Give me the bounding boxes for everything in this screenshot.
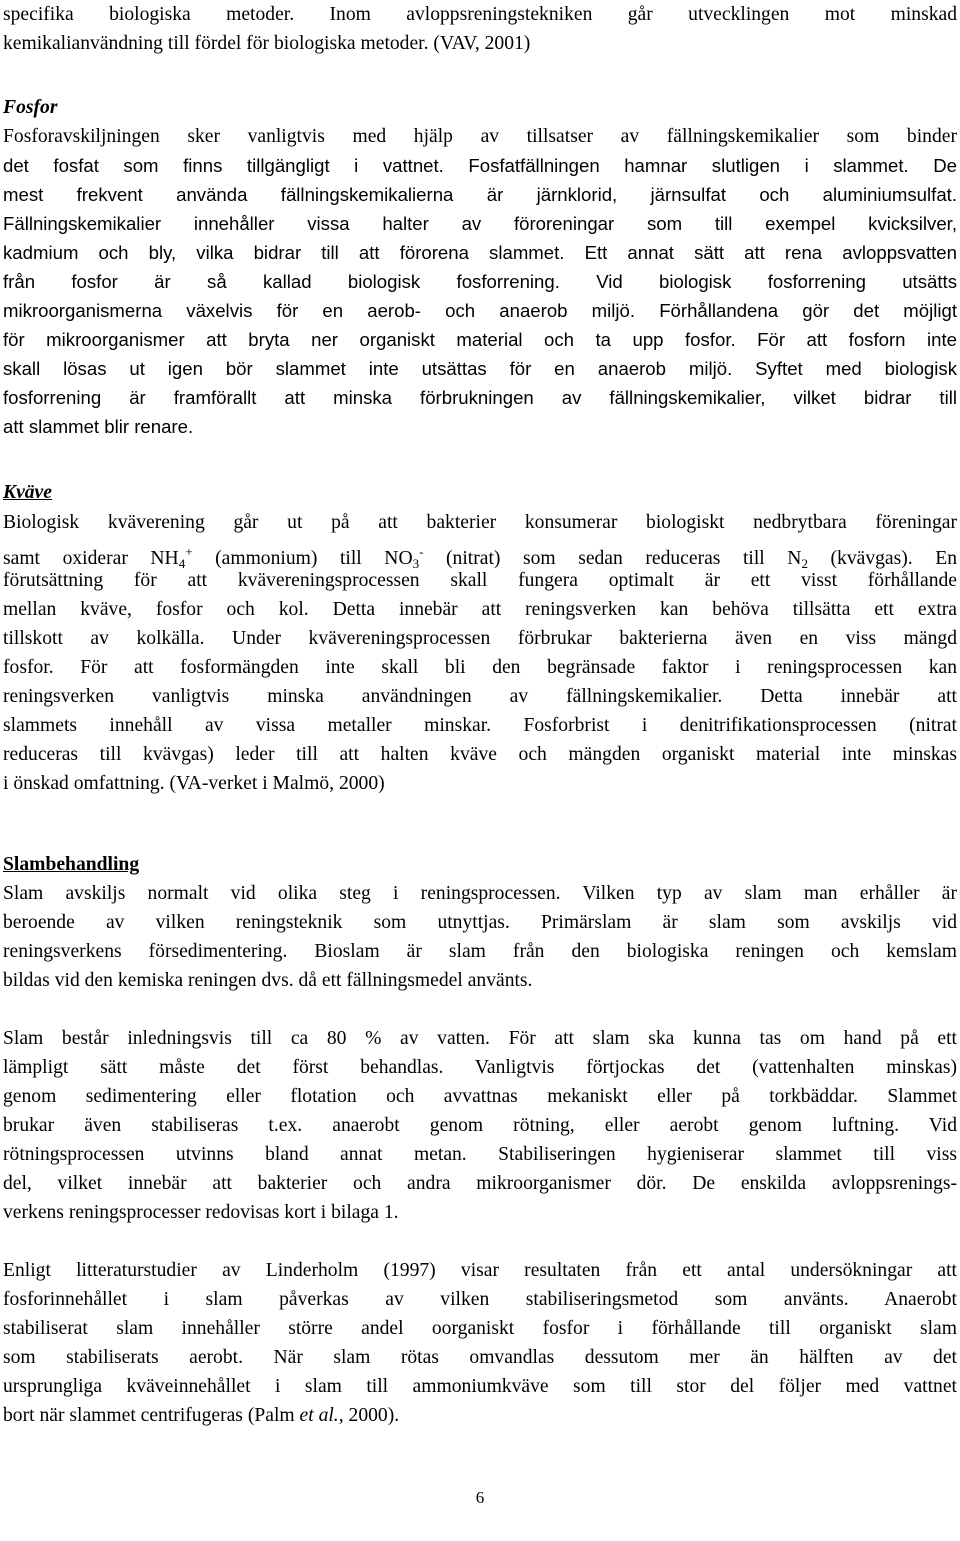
text-run: (kvävgas). En [807, 548, 958, 569]
paragraph-line: Enligt litteraturstudier av Linderholm (1997) visar resultaten från ett antal undersökningar att [3, 1260, 957, 1281]
paragraph-line: del, vilket innebär att bakterier och andra mikroorganismer dör. De enskilda avloppsrenings- [3, 1173, 957, 1194]
paragraph-line: genom sedimentering eller flotation och avvattnas mekaniskt eller på torkbäddar. Slammet [3, 1086, 957, 1107]
paragraph-line: som stabiliserats aerobt. När slam rötas omvandlas dessutom mer än hälften av det [3, 1347, 957, 1368]
superscript: + [185, 544, 193, 559]
paragraph-line: i önskad omfattning. (VA-verket i Malmö, 2000) [3, 773, 385, 794]
paragraph-line: mellan kväve, fosfor och kol. Detta innebär att reningsverken kan behöva tillsätta ett extra [3, 599, 957, 620]
paragraph-line: slammets innehåll av vissa metaller minskar. Fosforbrist i denitrifikationsprocessen (nitrat [3, 715, 957, 736]
paragraph-line: beroende av vilken reningsteknik som utnyttjas. Primärslam är slam som avskiljs vid [3, 912, 957, 933]
paragraph-line: att slammet blir renare. [3, 416, 194, 437]
paragraph-line: tillskott av kolkälla. Under kvävereningsprocessen förbrukar bakterierna även en viss mängd [3, 628, 957, 649]
paragraph-line: specifika biologiska metoder. Inom avloppsreningstekniken går utvecklingen mot minskad [3, 4, 957, 25]
paragraph-line: lämpligt sätt måste det först behandlas. Vanligtvis förtjockas det (vattenhalten minskas) [3, 1057, 957, 1078]
subscript: 2 [801, 556, 808, 571]
paragraph-line: för mikroorganismer att bryta ner organiskt material och ta upp fosfor. För att fosforn inte [3, 329, 957, 350]
paragraph-line: Fällningskemikalier innehåller vissa halter av föroreningar som till exempel kvicksilver, [3, 213, 957, 234]
subscript: 3 [412, 556, 420, 571]
paragraph-line: stabiliserat slam innehåller större andel oorganiskt fosfor i förhållande till organiskt slam [3, 1318, 957, 1339]
italic-etal: et al. [299, 1405, 339, 1426]
paragraph-line: brukar även stabiliseras t.ex. anaerobt genom rötning, eller aerobt genom luftning. Vid [3, 1115, 957, 1136]
paragraph-line: verkens reningsprocesser redovisas kort i bilaga 1. [3, 1202, 399, 1223]
paragraph-line: fosforrening är framförallt att minska förbrukningen av fällningskemikalier, vilket bidrar till [3, 387, 957, 408]
paragraph-line: det fosfat som finns tillgängligt i vattnet. Fosfatfällningen hamnar slutligen i slammet. De [3, 155, 957, 176]
paragraph-line: kadmium och bly, vilka bidrar till att förorena slammet. Ett annat sätt att rena avloppsvatten [3, 242, 957, 263]
paragraph-line: reduceras till kvävgas) leder till att halten kväve och mängden organiskt material inte minskas [3, 744, 957, 765]
text-run: (nitrat) som sedan reduceras till N [423, 548, 802, 569]
paragraph-line: förutsättning för att kvävereningsprocessen skall fungera optimalt är ett visst förhållande [3, 570, 957, 591]
paragraph-line: skall lösas ut igen bör slammet inte utsättas för en anaerob miljö. Syftet med biologisk [3, 358, 957, 379]
text-run: samt oxiderar NH [3, 548, 179, 569]
paragraph-line-citation [3, 1401, 957, 1430]
paragraph-line: reningsverken vanligtvis minska användningen av fällningskemikalier. Detta innebär att [3, 686, 957, 707]
paragraph-line: reningsverkens försedimentering. Bioslam är slam från den biologiska reningen och kemslam [3, 941, 957, 962]
paragraph-line: Slam avskiljs normalt vid olika steg i reningsprocessen. Vilken typ av slam man erhåller är [3, 883, 957, 904]
paragraph-line: Biologisk kväverening går ut på att bakterier konsumerar biologiskt nedbrytbara föreningar [3, 512, 957, 533]
subscript: 4 [178, 556, 186, 571]
paragraph-line: mest frekvent använda fällningskemikalierna är järnklorid, järnsulfat och aluminiumsulfat. [3, 184, 957, 205]
section-heading-slambehandling: Slambehandling [3, 854, 140, 875]
paragraph-line: fosforinnehållet i slam påverkas av vilken stabiliseringsmetod som använts. Anaerobt [3, 1289, 957, 1310]
page-number: 6 [475, 1488, 485, 1507]
paragraph-line-formula [3, 537, 958, 571]
text-run: , 2000). [338, 1405, 400, 1426]
paragraph-line: ursprungliga kväveinnehållet i slam till ammoniumkväve som till stor del följer med vattnet [3, 1376, 957, 1397]
paragraph-line: bildas vid den kemiska reningen dvs. då ett fällningsmedel använts. [3, 970, 533, 991]
text-run: (ammonium) till NO [192, 548, 413, 569]
section-heading-fosfor: Fosfor [3, 97, 58, 118]
paragraph-line: rötningsprocessen utvinns bland annat metan. Stabiliseringen hygieniserar slammet till viss [3, 1144, 957, 1165]
superscript: - [419, 544, 424, 559]
paragraph-line: fosfor. För att fosformängden inte skall bli den begränsade faktor i reningsprocessen kan [3, 657, 957, 678]
text-run: bort när slammet centrifugeras (Palm [3, 1405, 300, 1426]
section-heading-kvave: Kväve [3, 482, 52, 503]
paragraph-line: kemikalianvändning till fördel för biologiska metoder. (VAV, 2001) [3, 33, 531, 54]
paragraph-line: från fosfor är så kallad biologisk fosforrening. Vid biologisk fosforrening utsätts [3, 271, 957, 292]
paragraph-line: Slam består inledningsvis till ca 80 % av vatten. För att slam ska kunna tas om hand på ett [3, 1028, 957, 1049]
paragraph-line: mikroorganismerna växelvis för en aerob- och anaerob miljö. Förhållandena gör det möjligt [3, 300, 957, 321]
paragraph-line: Fosforavskiljningen sker vanligtvis med hjälp av tillsatser av fällningskemikalier som binder [3, 126, 957, 147]
